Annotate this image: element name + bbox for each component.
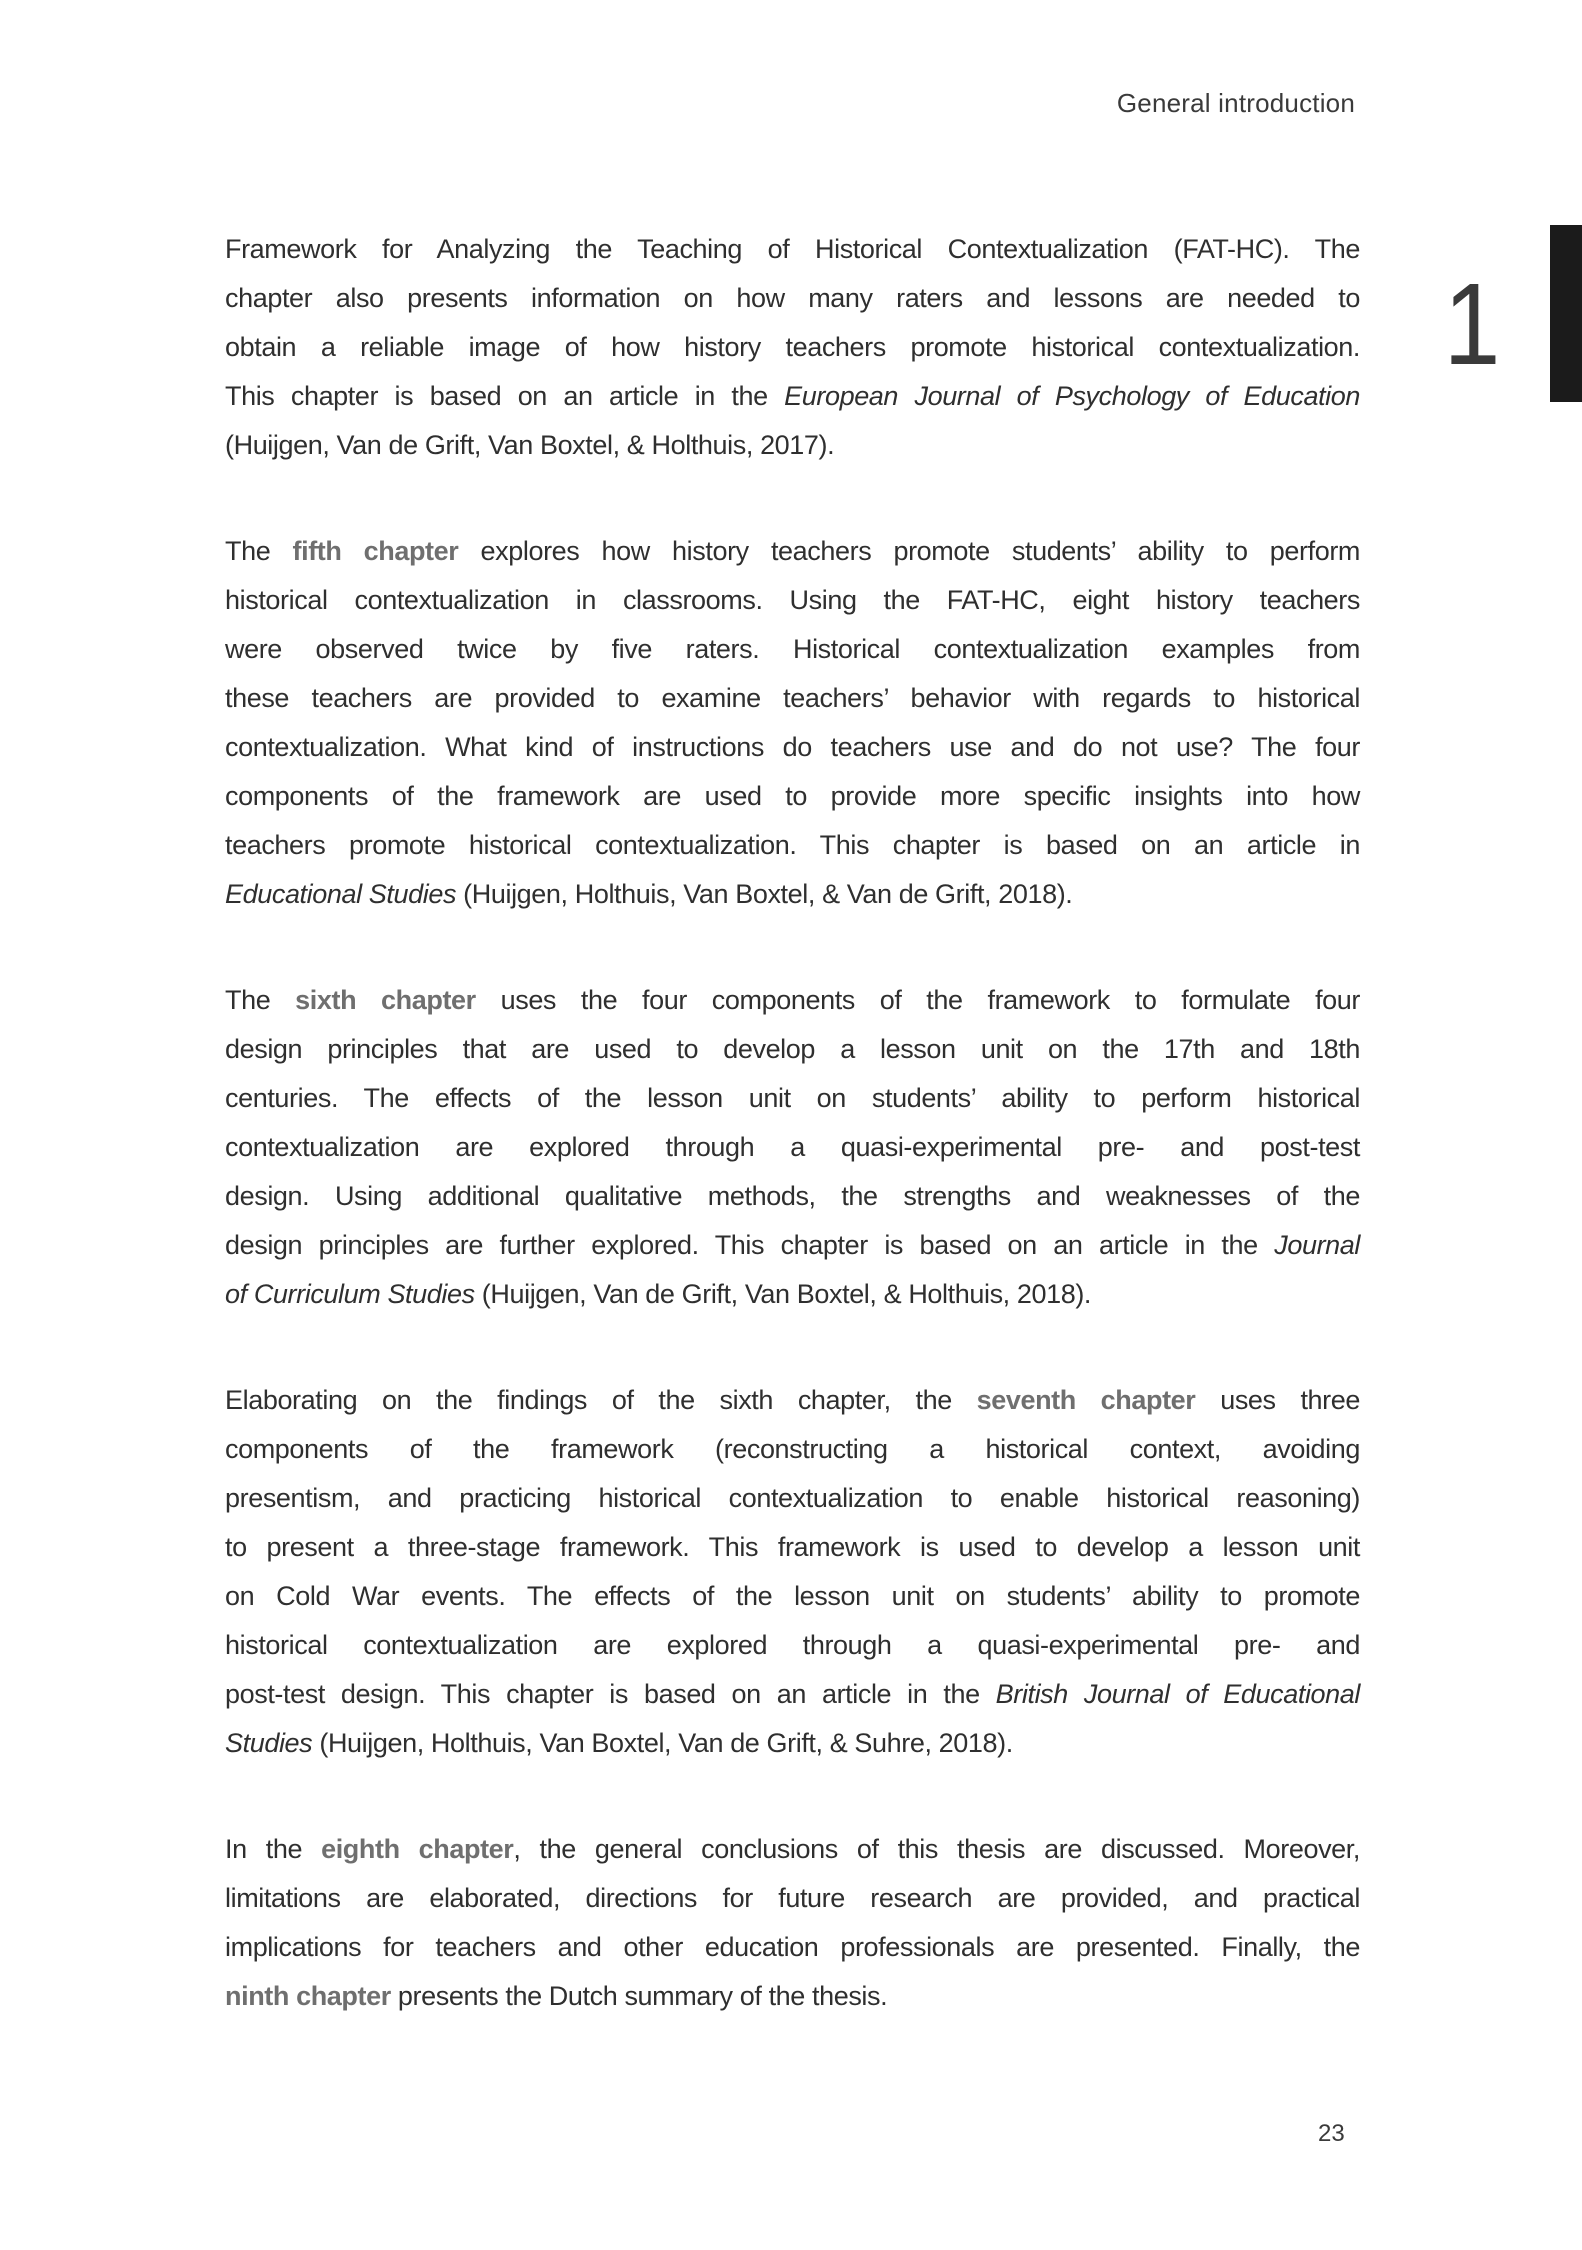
text-line [225,1923,1360,1972]
text-segment: contextualization. What kind of instructions do teachers use and do not use? The four [225,732,1360,762]
text-segment: (Huijgen, Holthuis, Van Boxtel, Van de Grift, & Suhre, 2018). [312,1728,1013,1758]
chapter-keyword: eighth chapter [321,1834,514,1864]
text-segment: In the [225,1834,322,1864]
text-segment: implications for teachers and other education professionals are presented. Finally, the [225,1932,1360,1962]
text-line [225,772,1360,821]
running-header: General introduction [1116,88,1355,118]
text-segment: (Huijgen, Van de Grift, Van Boxtel, & Holthuis, 2018). [474,1279,1092,1309]
text-line [225,1074,1360,1123]
journal-title: Journal [1274,1230,1360,1260]
text-segment: components of the framework are used to provide more specific insights into how [225,781,1360,811]
text-segment: presentism, and practicing historical contextualization to enable historical reasoning) [225,1483,1360,1513]
text-line [225,1572,1360,1621]
text-segment: Elaborating on the findings of the sixth chapter, the [225,1385,977,1415]
text-segment: historical contextualization in classrooms. Using the FAT-HC, eight history teachers [225,585,1360,615]
text-segment: The [225,536,293,566]
text-line [225,1719,1360,1768]
text-line [225,421,1360,470]
chapter-keyword: seventh chapter [976,1385,1196,1415]
text-segment: uses the four components of the framework to formulate four [475,985,1360,1015]
text-segment: , the general conclusions of this thesis are discussed. Moreover, [513,1834,1361,1864]
text-line [225,1270,1360,1319]
text-segment: on Cold War events. The effects of the lesson unit on students’ ability to promote [225,1581,1360,1611]
chapter-keyword: ninth chapter [225,1981,391,2011]
text-line [225,323,1360,372]
text-segment: uses three [1195,1385,1360,1415]
text-segment: This chapter is based on an article in the [225,381,785,411]
text-segment: limitations are elaborated, directions for future research are provided, and practical [225,1883,1360,1913]
journal-title: European Journal of Psychology of Education [784,381,1360,411]
text-line [225,274,1360,323]
text-segment: teachers promote historical contextualization. This chapter is based on an article in [225,830,1360,860]
journal-title: of Curriculum Studies [225,1279,475,1309]
text-line [225,1621,1360,1670]
text-line [225,1221,1360,1270]
text-segment: chapter also presents information on how many raters and lessons are needed to [225,283,1360,313]
paragraph [225,1825,1360,2021]
text-line [225,527,1360,576]
chapter-keyword: sixth chapter [295,985,476,1015]
journal-title: British Journal of Educational [995,1679,1361,1709]
text-segment: (Huijgen, Holthuis, Van Boxtel, & Van de Grift, 2018). [456,879,1073,909]
text-line [225,870,1360,919]
chapter-tab-marker [1550,225,1582,402]
paragraph [225,1376,1360,1768]
chapter-keyword: fifth chapter [292,536,459,566]
text-segment: The [225,985,296,1015]
text-line [225,576,1360,625]
text-line [225,625,1360,674]
text-segment: these teachers are provided to examine teachers’ behavior with regards to historical [225,683,1360,713]
text-segment: design. Using additional qualitative methods, the strengths and weaknesses of the [225,1181,1360,1211]
paragraph [225,527,1360,919]
text-segment: contextualization are explored through a quasi-experimental pre- and post-test [225,1132,1360,1162]
text-line [225,1972,1360,2021]
text-segment: design principles are further explored. This chapter is based on an article in the [225,1230,1275,1260]
text-line [225,1874,1360,1923]
text-line [225,1825,1360,1874]
text-segment: Framework for Analyzing the Teaching of Historical Contextualization (FAT-HC). The [225,234,1360,264]
text-line [225,1123,1360,1172]
text-segment: to present a three-stage framework. This framework is used to develop a lesson unit [225,1532,1360,1562]
text-segment: were observed twice by five raters. Historical contextualization examples from [225,634,1360,664]
text-line [225,1523,1360,1572]
chapter-number: 1 [1443,259,1501,389]
text-segment: components of the framework (reconstructing a historical context, avoiding [225,1434,1360,1464]
text-segment: obtain a reliable image of how history teachers promote historical contextualization. [225,332,1360,362]
text-line [225,1172,1360,1221]
journal-title: Educational Studies [225,879,457,909]
body-text [225,225,1360,2078]
text-line [225,372,1360,421]
text-line [225,1474,1360,1523]
text-line [225,225,1360,274]
page-number: 23 [1318,2120,1345,2147]
text-segment: (Huijgen, Van de Grift, Van Boxtel, & Holthuis, 2017). [225,430,835,460]
text-line [225,1025,1360,1074]
paragraph [225,976,1360,1319]
text-segment: historical contextualization are explored through a quasi-experimental pre- and [225,1630,1360,1660]
text-line [225,1425,1360,1474]
text-line [225,1670,1360,1719]
text-segment: post-test design. This chapter is based on an article in the [225,1679,996,1709]
text-segment: explores how history teachers promote students’ ability to perform [458,536,1360,566]
text-segment: design principles that are used to develop a lesson unit on the 17th and 18th [225,1034,1360,1064]
text-line [225,821,1360,870]
text-line [225,723,1360,772]
text-line [225,674,1360,723]
text-line [225,976,1360,1025]
text-segment: centuries. The effects of the lesson unit on students’ ability to perform historical [225,1083,1360,1113]
journal-title: Studies [225,1728,313,1758]
text-segment: presents the Dutch summary of the thesis. [390,1981,888,2011]
paragraph [225,225,1360,470]
text-line [225,1376,1360,1425]
